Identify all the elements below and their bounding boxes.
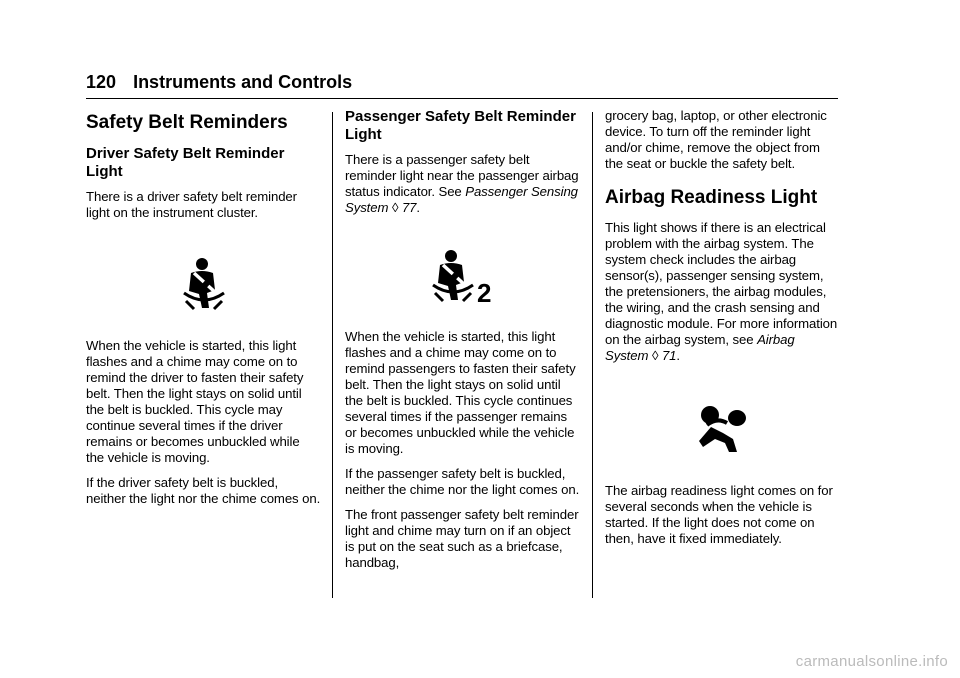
passenger-seatbelt-reminder-icon bbox=[345, 225, 580, 329]
heading-airbag-readiness: Airbag Readiness Light bbox=[605, 187, 818, 208]
column-1 bbox=[86, 108, 321, 516]
paragraph: The airbag readiness light comes on for several seconds when the vehicle is started. If the light does not come on then, have it fixed immediately. bbox=[605, 483, 833, 546]
paragraph: If the passenger safety belt is buckled, neither the chime nor the light comes on. bbox=[345, 466, 580, 497]
column-divider bbox=[332, 112, 333, 598]
paragraph: When the vehicle is started, this light flashes and a chime may come on to remind passengers to fasten their safety belt. Then the light stays on solid until the belt is buckled. This cycle continues several times if the passenger remains or becomes unbuckled while the vehicle is moving. bbox=[345, 329, 576, 456]
column-divider bbox=[592, 112, 593, 598]
watermark: carmanualsonline.info bbox=[795, 653, 948, 670]
passenger-number: 2 bbox=[476, 278, 491, 305]
subheading-driver-reminder: Driver Safety Belt Reminder Light bbox=[86, 145, 285, 180]
cross-reference-link[interactable]: Airbag System bbox=[605, 332, 795, 363]
reference-page[interactable]: 71 bbox=[661, 348, 677, 363]
page-number: 120 bbox=[86, 72, 117, 92]
paragraph: The front passenger safety belt reminder light and chime may turn on if an object is put on the seat such as a briefcase, handbag, bbox=[345, 507, 579, 570]
paragraph: grocery bag, laptop, or other electronic device. To turn off the reminder light and/or chime, remove the object from the seat or buckle the safety belt. bbox=[605, 108, 827, 171]
subheading-passenger-reminder: Passenger Safety Belt Reminder Light bbox=[345, 108, 576, 143]
reference-page[interactable]: 77 bbox=[401, 200, 417, 215]
airbag-readiness-icon bbox=[605, 373, 840, 483]
paragraph: There is a passenger safety belt reminder light near the passenger airbag status indicator. See Passenger Sensing System ◊ 77. bbox=[345, 152, 579, 215]
column-3 bbox=[605, 108, 840, 556]
heading-safety-belt-reminders: Safety Belt Reminders bbox=[86, 112, 288, 133]
section-title: Instruments and Controls bbox=[133, 72, 353, 92]
paragraph: If the driver safety belt is buckled, neither the light nor the chime comes on. bbox=[86, 475, 321, 506]
cross-reference-link[interactable]: Passenger Sensing System bbox=[345, 184, 578, 215]
paragraph: There is a driver safety belt reminder light on the instrument cluster. bbox=[86, 189, 297, 220]
column-2 bbox=[345, 108, 580, 580]
reference-glyph: ◊ bbox=[391, 200, 399, 215]
seatbelt-reminder-icon bbox=[86, 230, 321, 338]
page-header bbox=[86, 71, 838, 93]
paragraph: When the vehicle is started, this light flashes and a chime may come on to remind the driver to fasten their safety belt. Then the light stays on solid until the belt is buckled. This cycle may continue several times if the driver remains or becomes unbuckled while the vehicle is moving. bbox=[86, 338, 304, 465]
header-rule bbox=[86, 98, 838, 99]
paragraph: This light shows if there is an electrical problem with the airbag system. The system check includes the airbag sensor(s), passenger sensing system, the pretensioners, the airbag modules, the wiring, and the crash sensing and diagnostic module. For more information on the airbag system, see Airbag System ◊ 71. bbox=[605, 220, 838, 363]
reference-glyph: ◊ bbox=[651, 348, 659, 363]
